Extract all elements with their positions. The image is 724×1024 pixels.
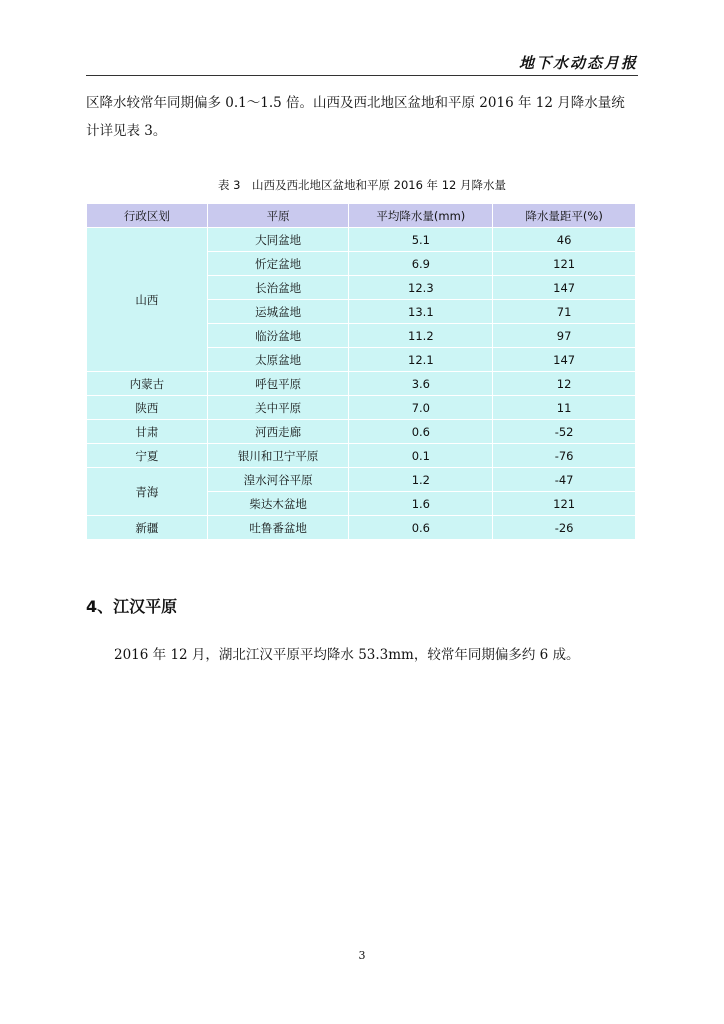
region-cell: 甘肃 [87,420,208,444]
report-header-title: 地下水动态月报 [518,54,638,72]
table-row [87,228,636,252]
table-caption: 表 3 山西及西北地区盆地和平原 2016 年 12 月降水量 [218,178,506,192]
avg-precipitation-cell: 12.1 [349,348,493,372]
plain-cell: 忻定盆地 [207,252,349,276]
anomaly-cell: -26 [493,516,636,540]
plain-cell: 呼包平原 [207,372,349,396]
plain-cell: 长治盆地 [207,276,349,300]
region-cell: 陕西 [87,396,208,420]
region-cell: 山西 [87,228,208,372]
avg-precipitation-cell: 0.6 [349,420,493,444]
plain-cell: 运城盆地 [207,300,349,324]
anomaly-cell: 11 [493,396,636,420]
plain-cell: 吐鲁番盆地 [207,516,349,540]
table-row [87,444,636,468]
page-number: 3 [358,949,366,962]
header-divider [86,75,638,76]
region-cell: 新疆 [87,516,208,540]
column-header-plain: 平原 [207,204,349,228]
avg-precipitation-cell: 0.6 [349,516,493,540]
table-row [87,468,636,492]
avg-precipitation-cell: 7.0 [349,396,493,420]
avg-precipitation-cell: 12.3 [349,276,493,300]
anomaly-cell: 71 [493,300,636,324]
region-cell: 青海 [87,468,208,516]
plain-cell: 银川和卫宁平原 [207,444,349,468]
table-row [87,372,636,396]
plain-cell: 关中平原 [207,396,349,420]
anomaly-cell: -47 [493,468,636,492]
section-heading: 4、江汉平原 [86,597,178,616]
plain-cell: 太原盆地 [207,348,349,372]
anomaly-cell: 121 [493,252,636,276]
anomaly-cell: 147 [493,276,636,300]
avg-precipitation-cell: 13.1 [349,300,493,324]
table-header-row [87,204,636,228]
table-row [87,396,636,420]
plain-cell: 柴达木盆地 [207,492,349,516]
anomaly-cell: 121 [493,492,636,516]
plain-cell: 大同盆地 [207,228,349,252]
section-body-paragraph: 2016 年 12 月，湖北江汉平原平均降水 53.3mm，较常年同期偏多约 6 成。 [114,647,580,663]
column-header-avg-precipitation: 平均降水量(mm) [349,204,493,228]
column-header-precipitation-anomaly: 降水量距平(%) [493,204,636,228]
plain-cell: 湟水河谷平原 [207,468,349,492]
region-cell: 宁夏 [87,444,208,468]
plain-cell: 河西走廊 [207,420,349,444]
avg-precipitation-cell: 1.6 [349,492,493,516]
avg-precipitation-cell: 6.9 [349,252,493,276]
anomaly-cell: 97 [493,324,636,348]
region-cell: 内蒙古 [87,372,208,396]
avg-precipitation-cell: 0.1 [349,444,493,468]
anomaly-cell: -76 [493,444,636,468]
column-header-region: 行政区划 [87,204,208,228]
avg-precipitation-cell: 1.2 [349,468,493,492]
plain-cell: 临汾盆地 [207,324,349,348]
avg-precipitation-cell: 3.6 [349,372,493,396]
table-row [87,420,636,444]
anomaly-cell: 12 [493,372,636,396]
table-row [87,516,636,540]
anomaly-cell: 147 [493,348,636,372]
table-body [87,228,636,540]
anomaly-cell: -52 [493,420,636,444]
intro-paragraph: 区降水较常年同期偏多 0.1～1.5 倍。山西及西北地区盆地和平原 2016 年 12 月降水量统计详见表 3。 [86,95,625,139]
precipitation-table [86,203,636,540]
anomaly-cell: 46 [493,228,636,252]
avg-precipitation-cell: 5.1 [349,228,493,252]
avg-precipitation-cell: 11.2 [349,324,493,348]
